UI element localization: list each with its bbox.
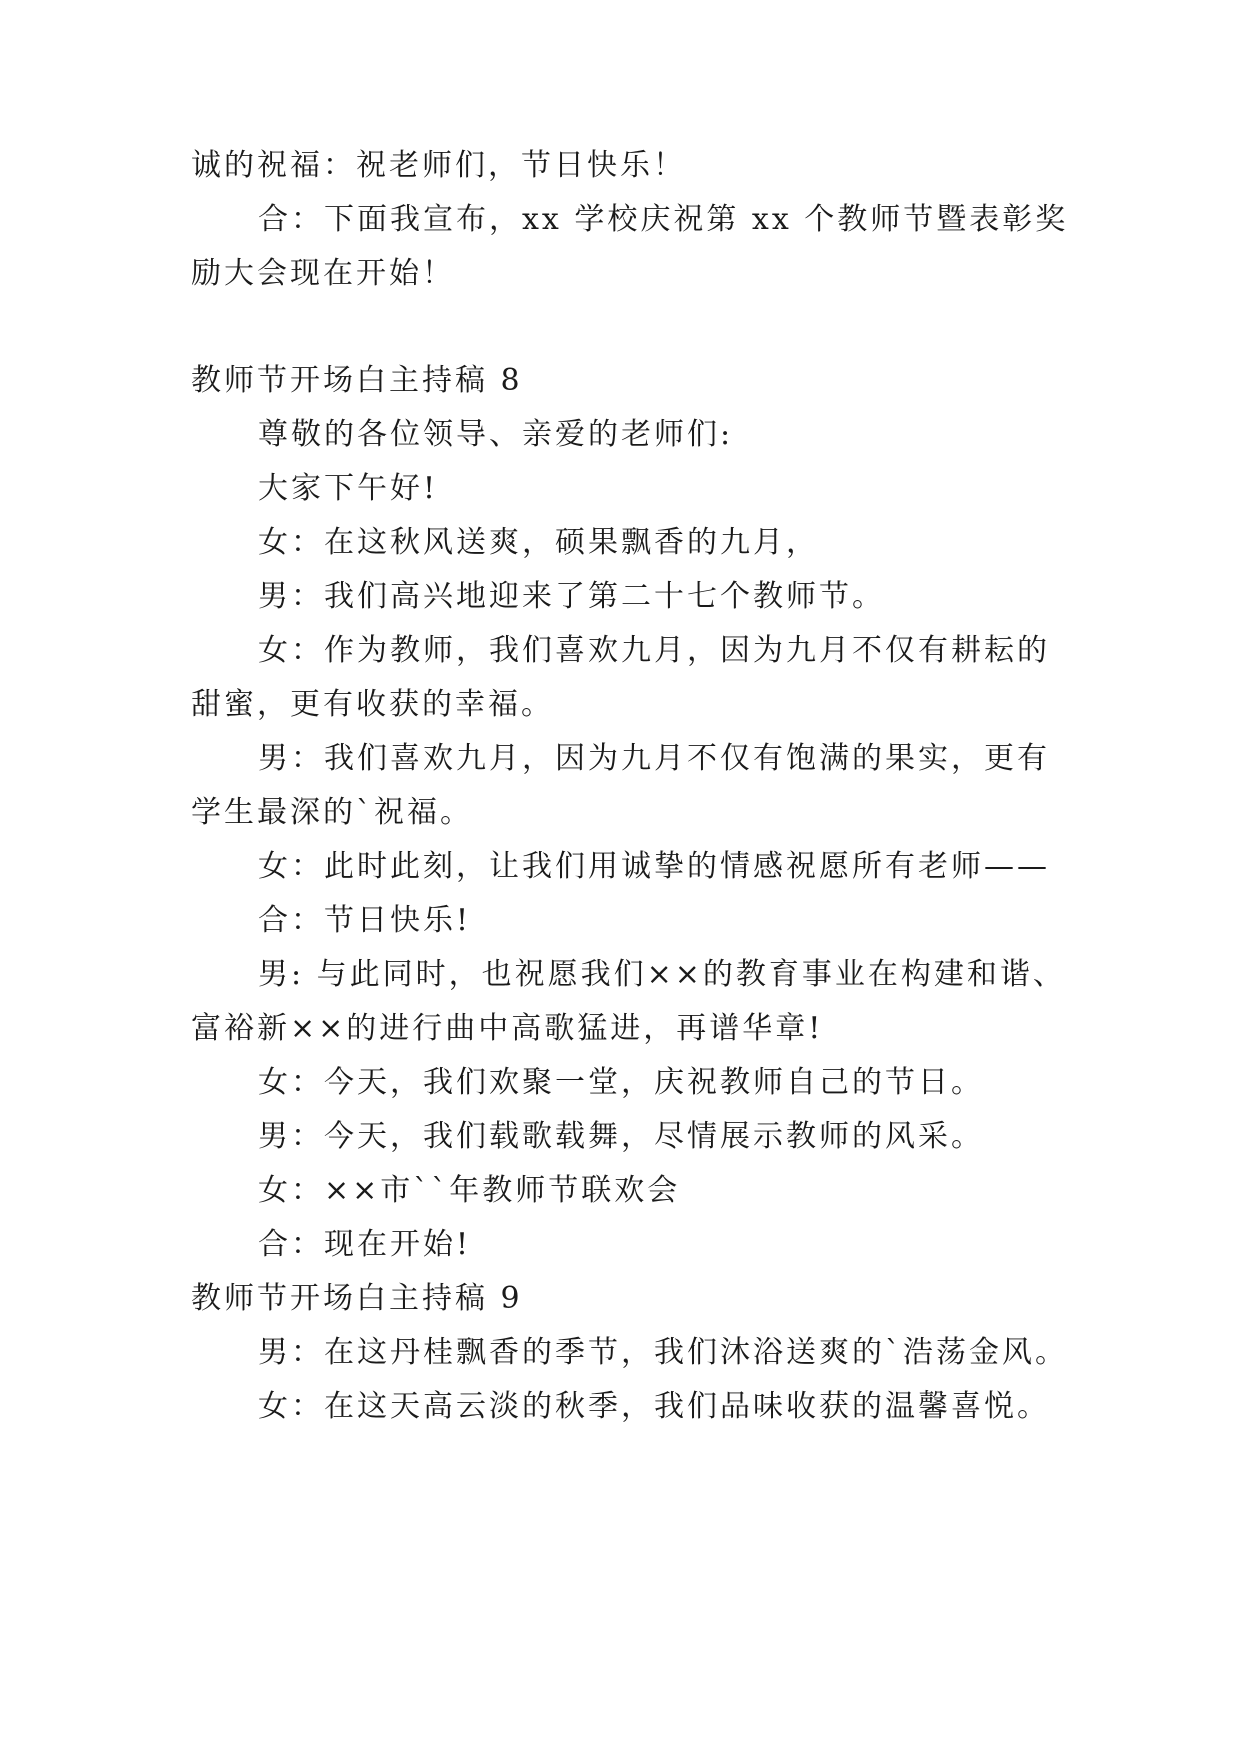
paragraph-line: 男：我们喜欢九月，因为九月不仅有饱满的果实，更有 bbox=[258, 741, 1050, 776]
paragraph-line: 尊敬的各位领导、亲爱的老师们: bbox=[258, 417, 734, 452]
paragraph-line: 女：此时此刻，让我们用诚挚的情感祝愿所有老师—— bbox=[258, 849, 1050, 884]
paragraph-line: 励大会现在开始！ bbox=[191, 256, 455, 291]
paragraph-line: 女：××市``年教师节联欢会 bbox=[258, 1173, 681, 1208]
paragraph-line: 女：作为教师，我们喜欢九月，因为九月不仅有耕耘的 bbox=[258, 633, 1050, 668]
paragraph-line: 大家下午好! bbox=[258, 471, 439, 506]
paragraph-line: 男：今天，我们载歌载舞，尽情展示教师的风采。 bbox=[258, 1119, 984, 1154]
section-heading: 教师节开场白主持稿 8 bbox=[191, 363, 523, 398]
paragraph-line: 女：今天，我们欢聚一堂，庆祝教师自己的节日。 bbox=[258, 1065, 984, 1100]
paragraph-line: 女：在这秋风送爽，硕果飘香的九月， bbox=[258, 525, 819, 560]
paragraph-line: 男：在这丹桂飘香的季节，我们沐浴送爽的`浩荡金风。 bbox=[258, 1335, 1068, 1370]
paragraph-line: 女：在这天高云淡的秋季，我们品味收获的温馨喜悦。 bbox=[258, 1389, 1050, 1424]
paragraph-line: 男: 与此同时，也祝愿我们××的教育事业在构建和谐、 bbox=[258, 957, 1066, 992]
paragraph-line: 学生最深的`祝福。 bbox=[191, 795, 473, 830]
paragraph-line: 合：下面我宣布，xx 学校庆祝第 xx 个教师节暨表彰奖 bbox=[258, 202, 1069, 237]
paragraph-line: 富裕新××的进行曲中高歌猛进，再谱华章! bbox=[191, 1011, 824, 1046]
paragraph-line: 甜蜜，更有收获的幸福。 bbox=[191, 687, 554, 722]
paragraph-line: 合：节日快乐! bbox=[258, 903, 472, 938]
section-heading: 教师节开场白主持稿 9 bbox=[191, 1281, 523, 1316]
paragraph-line: 男：我们高兴地迎来了第二十七个教师节。 bbox=[258, 579, 885, 614]
paragraph-line: 诚的祝福：祝老师们，节日快乐！ bbox=[191, 148, 686, 183]
paragraph-line: 合：现在开始! bbox=[258, 1227, 472, 1262]
